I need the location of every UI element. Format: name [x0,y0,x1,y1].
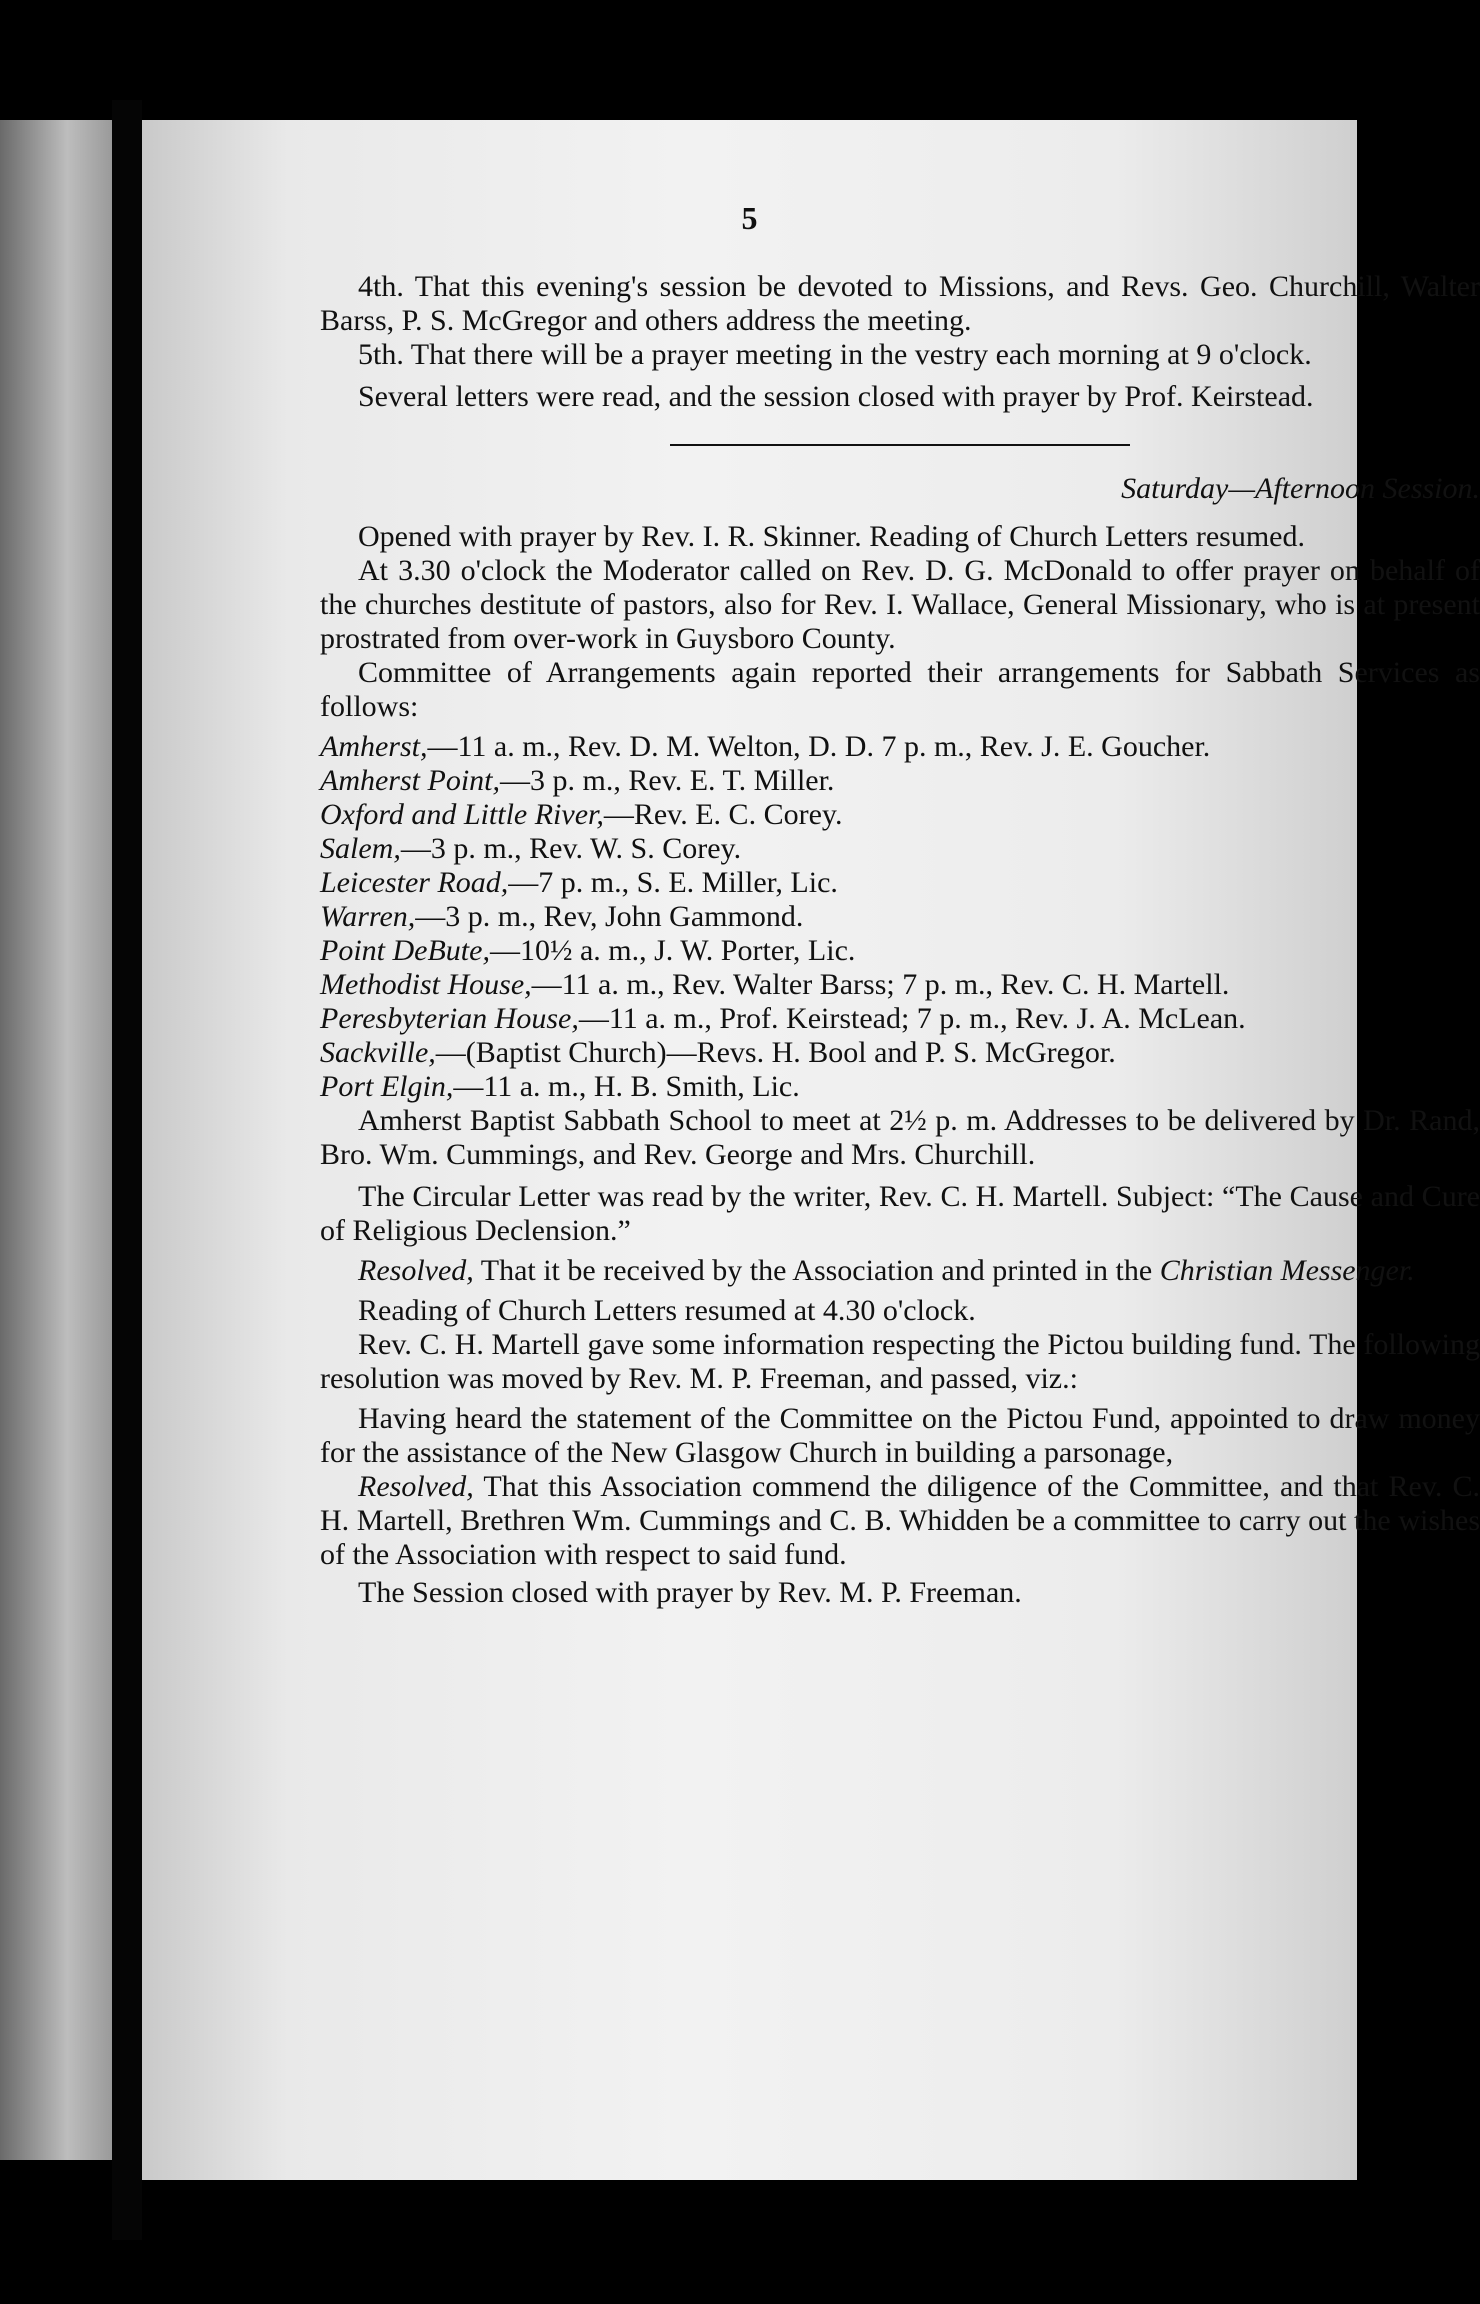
document-page [142,120,1480,2180]
page-gutter [112,100,142,2240]
paragraph: Reading of Church Letters resumed at 4.30 o'clock. [358,1294,976,1327]
service-place: Peresbyterian House, [320,1002,579,1035]
service-entry [320,900,1480,934]
service-entry [320,730,1480,764]
service-entry [320,832,1480,866]
paragraph: Having heard the statement of the Committee on the Pictou Fund, appointed to draw money for the assistance of the New Glasgow Church in building a parsonage, [320,1402,1480,1469]
service-detail: —Rev. E. C. Corey. [603,798,843,831]
resolved-label: Resolved, [358,1470,474,1503]
paragraph: Rev. C. H. Martell gave some information respecting the Pictou building fund. The following resolution was moved by Rev. M. P. Freeman, and passed, viz.: [320,1328,1480,1395]
service-entry [320,798,1480,832]
session-heading: Saturday—Afternoon Session. [1121,472,1480,505]
service-detail: —3 p. m., Rev. W. S. Corey. [400,832,742,865]
service-place: Port Elgin, [320,1070,454,1103]
closing-paragraph: The Session closed with prayer by Rev. M. P. Freeman. [358,1576,1022,1609]
service-place: Leicester Road, [320,866,509,899]
section-divider [670,444,1130,446]
paragraph: Several letters were read, and the session closed with prayer by Prof. Keirstead. [358,380,1314,413]
service-list [320,730,1480,1104]
service-entry [320,1002,1480,1036]
page-body [320,270,1480,1616]
service-place: Point DeBute, [320,934,490,967]
service-detail: —3 p. m., Rev. E. T. Miller. [500,764,835,797]
service-entry [320,934,1480,968]
service-place: Oxford and Little River, [320,798,604,831]
service-detail: —(Baptist Church)—Revs. H. Bool and P. S. McGregor. [435,1036,1116,1069]
service-place: Amherst, [320,730,428,763]
paragraph: 5th. That there will be a prayer meeting in the vestry each morning at 9 o'clock. [358,338,1312,371]
resolution-paragraph [320,1470,1480,1572]
service-place: Sackville, [320,1036,436,1069]
service-entry [320,866,1480,900]
publication-name: Christian Messenger. [1159,1254,1415,1287]
service-place: Amherst Point, [320,764,500,797]
service-detail: —7 p. m., S. E. Miller, Lic. [508,866,838,899]
service-detail: —3 p. m., Rev, John Gammond. [415,900,804,933]
service-place: Salem, [320,832,401,865]
service-detail: —11 a. m., Prof. Keirstead; 7 p. m., Rev. J. A. McLean. [578,1002,1246,1035]
resolved-label: Resolved, [358,1254,474,1287]
resolution-text: That this Association commend the diligence of the Committee, and that Rev. C. H. Martell, Brethren Wm. Cummings and C. B. Whidden be a committee to carry out the wishes of the Association with respect to said fund. [320,1470,1480,1571]
paragraph: At 3.30 o'clock the Moderator called on Rev. D. G. McDonald to offer prayer on behalf of the churches destitute of pastors, also for Rev. I. Wallace, General Missionary, who is at present prostrated from over-work in Guysboro County. [320,554,1480,655]
service-detail: —11 a. m., H. B. Smith, Lic. [453,1070,800,1103]
adjacent-page-strip [0,120,112,2160]
resolution-paragraph [320,1254,1480,1288]
paragraph: Amherst Baptist Sabbath School to meet at 2½ p. m. Addresses to be delivered by Dr. Rand, Bro. Wm. Cummings, and Rev. George and Mrs. Churchill. [320,1104,1480,1171]
paragraph: Committee of Arrangements again reported their arrangements for Sabbath Services as follows: [320,656,1480,723]
service-detail: —11 a. m., Rev. D. M. Welton, D. D. 7 p. m., Rev. J. E. Goucher. [427,730,1211,763]
paragraph: Opened with prayer by Rev. I. R. Skinner. Reading of Church Letters resumed. [358,520,1305,553]
service-detail: —11 a. m., Rev. Walter Barss; 7 p. m., Rev. C. H. Martell. [531,968,1230,1001]
service-entry [320,764,1480,798]
service-entry [320,1070,1480,1104]
service-entry [320,968,1480,1002]
service-place: Warren, [320,900,416,933]
page-number: 5 [741,200,758,236]
resolution-text: That it be received by the Association and printed in the [473,1254,1160,1287]
service-entry [320,1036,1480,1070]
service-detail: —10½ a. m., J. W. Porter, Lic. [489,934,856,967]
paragraph: 4th. That this evening's session be devoted to Missions, and Revs. Geo. Churchill, Walter Barss, P. S. McGregor and others address the meeting. [320,270,1480,337]
paragraph: The Circular Letter was read by the writer, Rev. C. H. Martell. Subject: “The Cause and Cure of Religious Declension.” [320,1180,1480,1247]
service-place: Methodist House, [320,968,532,1001]
